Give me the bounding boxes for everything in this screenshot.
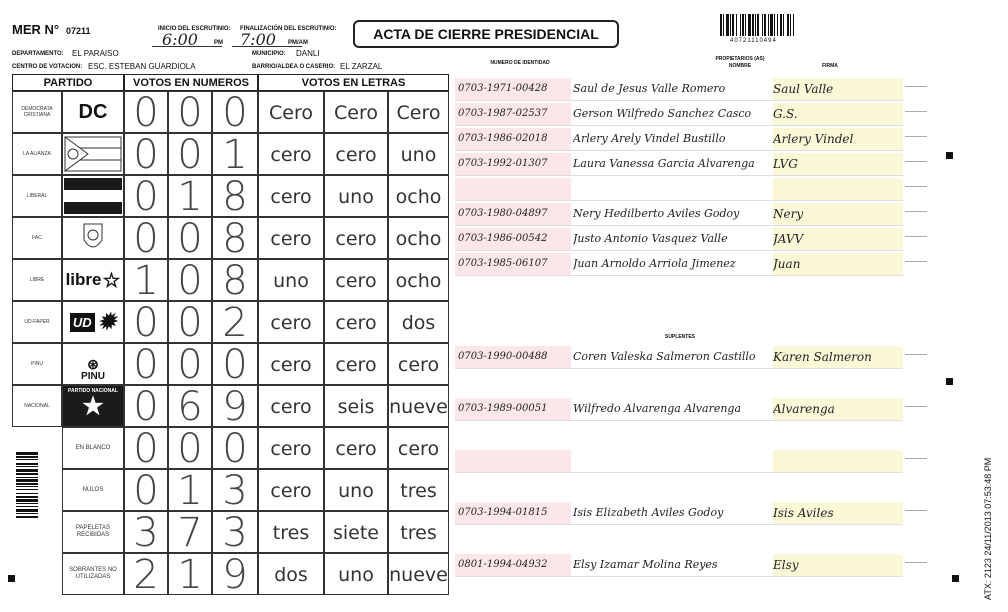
party-name: LIBRE — [12, 259, 62, 301]
roster-tag — [905, 86, 927, 87]
fac-shield-icon — [64, 220, 122, 256]
roster-line — [455, 225, 903, 226]
vote-digit: 8 — [212, 259, 258, 301]
roster-tag — [905, 510, 927, 511]
vote-word: cero — [258, 301, 324, 343]
member-id: 0703-1990-00488 — [455, 346, 571, 368]
roster-head-name: NOMBRE — [728, 63, 752, 69]
vote-digit: 0 — [168, 91, 212, 133]
total-row — [12, 426, 449, 472]
roster-line — [455, 472, 903, 473]
vote-word: uno — [324, 553, 388, 595]
vote-word: seis — [324, 385, 388, 427]
roster-row — [455, 450, 903, 472]
vote-word: cero — [258, 133, 324, 175]
vote-digit: 2 — [124, 553, 168, 595]
roster-row — [455, 228, 903, 250]
party-row — [12, 132, 449, 178]
party-name: UD-FAPER — [12, 301, 62, 343]
vote-digit: 7 — [168, 511, 212, 553]
total-row — [12, 510, 449, 556]
member-name: Wilfredo Alvarenga Alvarenga — [573, 402, 742, 415]
vote-digit: 0 — [168, 301, 212, 343]
vote-digit: 0 — [124, 301, 168, 343]
member-id: 0801-1994-04932 — [455, 554, 571, 576]
star-icon: ☆ — [102, 269, 121, 292]
total-label: NULOS — [62, 469, 124, 511]
vote-digit: 3 — [212, 511, 258, 553]
member-name: Arlery Arely Vindel Bustillo — [573, 132, 726, 145]
vote-word: cero — [324, 133, 388, 175]
party-name: NACIONAL — [12, 385, 62, 427]
vote-digit: 9 — [212, 553, 258, 595]
opening-time: 6:00 — [162, 30, 198, 49]
vote-digit: 8 — [212, 217, 258, 259]
vote-digit: 1 — [124, 259, 168, 301]
member-signature: Saul Valle — [773, 78, 903, 100]
roster-tag — [905, 111, 927, 112]
member-id — [455, 178, 571, 200]
party-logo — [62, 385, 124, 427]
mer-label: MER N° — [12, 22, 60, 37]
roster-row — [455, 203, 903, 225]
party-logo — [62, 259, 124, 301]
vote-digit: 1 — [168, 553, 212, 595]
liberal-flag-icon — [64, 178, 122, 214]
roster-line — [455, 368, 903, 369]
municipality-label: MUNICIPIO: — [252, 51, 286, 57]
member-id: 0703-1971-00428 — [455, 78, 571, 100]
roster-tag — [905, 406, 927, 407]
substitutes-label: SUPLENTES — [664, 334, 695, 340]
vote-digit: 0 — [124, 343, 168, 385]
side-barcode — [16, 452, 38, 582]
closing-label: FINALIZACIÓN DEL ESCRUTINIO: — [240, 26, 337, 32]
party-name: LIBERAL — [12, 175, 62, 217]
roster-line — [455, 125, 903, 126]
member-id — [455, 450, 571, 472]
opening-label: INICIO DEL ESCRUTINIO: — [158, 26, 231, 32]
roster-row — [455, 253, 903, 275]
vote-digit: 3 — [212, 469, 258, 511]
roster-row — [455, 78, 903, 100]
department-value: EL PARAISO — [72, 49, 119, 58]
roster-row — [455, 178, 903, 200]
roster-tag — [905, 211, 927, 212]
municipality-value: DANLI — [296, 49, 320, 58]
vote-word: uno — [258, 259, 324, 301]
party-row — [12, 384, 449, 430]
member-name: Isis Elizabeth Aviles Godoy — [573, 506, 724, 519]
roster-line — [455, 200, 903, 201]
vote-word: tres — [388, 511, 449, 553]
member-name: Juan Arnoldo Arriola Jimenez — [573, 257, 736, 270]
village-label: BARRIO/ALDEA O CASERIO: — [252, 64, 336, 70]
vote-table — [12, 74, 449, 602]
member-id: 0703-1985-06107 — [455, 253, 571, 275]
vote-word: cero — [324, 427, 388, 469]
vote-word: Cero — [388, 91, 449, 133]
party-logo — [62, 301, 124, 343]
department-label: DEPARTAMENTO: — [12, 51, 64, 57]
vote-word: cero — [258, 427, 324, 469]
member-name — [573, 178, 773, 200]
party-logo — [62, 91, 124, 133]
roster-line — [455, 150, 903, 151]
vote-word: dos — [258, 553, 324, 595]
party-row — [12, 258, 449, 304]
star-icon: ★ — [82, 393, 104, 420]
member-id: 0703-1989-00051 — [455, 398, 571, 420]
opening-underline — [152, 46, 222, 47]
member-name: Justo Antonio Vasquez Valle — [573, 232, 728, 245]
roster-line — [455, 576, 903, 577]
member-id: 0703-1992-01307 — [455, 153, 571, 175]
barcode — [720, 14, 810, 36]
vote-digit: 0 — [124, 427, 168, 469]
vote-digit: 1 — [212, 133, 258, 175]
member-signature — [773, 178, 903, 200]
member-id: 0703-1994-01815 — [455, 502, 571, 524]
village-value: EL ZARZAL — [340, 62, 383, 71]
barcode-text: 40721110494 — [730, 38, 777, 44]
barcode-svg — [720, 14, 810, 36]
total-label: PAPELETAS RECIBIDAS — [62, 511, 124, 553]
member-name: Nery Hedilberto Aviles Godoy — [573, 207, 740, 220]
vote-word: cero — [324, 343, 388, 385]
vote-word: ocho — [388, 259, 449, 301]
member-signature: Juan — [773, 253, 903, 275]
roster-tag — [905, 458, 927, 459]
registration-mark — [946, 152, 953, 159]
member-signature: Arlery Vindel — [773, 128, 903, 150]
vote-digit: 0 — [124, 91, 168, 133]
party-name: DEMOCRATA CRISTIANA — [12, 91, 62, 133]
roster-line — [455, 100, 903, 101]
roster-head-owners: PROPIETARIOS (AS) — [715, 56, 765, 62]
party-logo — [62, 343, 124, 385]
vote-word: tres — [258, 511, 324, 553]
vote-digit: 3 — [124, 511, 168, 553]
member-name: Saul de Jesus Valle Romero — [573, 82, 726, 95]
party-logo-text: DC — [78, 100, 108, 123]
party-row — [12, 342, 449, 388]
vote-digit: 0 — [168, 427, 212, 469]
party-logo — [62, 175, 124, 217]
roster-tag — [905, 161, 927, 162]
vote-word: cero — [258, 217, 324, 259]
roster-head-id: NUMERO DE IDENTIDAD — [490, 60, 550, 66]
vote-word: uno — [324, 175, 388, 217]
vote-digit: 1 — [168, 469, 212, 511]
nacional-logo-text: PARTIDO NACIONAL — [68, 388, 118, 394]
ud-logo-text: UD — [70, 313, 95, 332]
member-signature: Nery — [773, 203, 903, 225]
roster-line — [455, 175, 903, 176]
roster-row — [455, 128, 903, 150]
roster-row — [455, 398, 903, 420]
vote-word: cero — [258, 343, 324, 385]
roster-tag — [905, 186, 927, 187]
roster-line — [455, 250, 903, 251]
roster-tag — [905, 261, 927, 262]
vote-digit: 0 — [212, 427, 258, 469]
vote-digit: 0 — [212, 91, 258, 133]
member-id: 0703-1987-02537 — [455, 103, 571, 125]
vote-word: cero — [388, 427, 449, 469]
sun-icon: ✹ — [97, 309, 117, 334]
vote-digit: 0 — [212, 343, 258, 385]
vote-word: nueve — [388, 385, 449, 427]
party-logo — [62, 133, 124, 175]
vote-word: uno — [324, 469, 388, 511]
member-signature: Isis Aviles — [773, 502, 903, 524]
document-title: ACTA DE CIERRE PRESIDENCIAL — [353, 20, 619, 48]
alianza-flag-icon — [64, 136, 122, 172]
closing-suffix: PM/AM — [288, 40, 308, 46]
roster-row — [455, 554, 903, 576]
member-name — [573, 450, 773, 472]
closing-time: 7:00 — [240, 30, 276, 49]
total-row — [12, 468, 449, 514]
party-row — [12, 216, 449, 262]
vote-word: siete — [324, 511, 388, 553]
roster-row — [455, 153, 903, 175]
roster-line — [455, 524, 903, 525]
head-party: PARTIDO — [12, 74, 124, 91]
vote-word: cero — [258, 469, 324, 511]
roster-tag — [905, 354, 927, 355]
vote-word: cero — [258, 175, 324, 217]
member-name: Gerson Wilfredo Sanchez Casco — [573, 107, 752, 120]
party-logo — [62, 217, 124, 259]
vote-word: ocho — [388, 175, 449, 217]
closing-underline — [232, 46, 302, 47]
party-row — [12, 174, 449, 220]
vote-digit: 0 — [168, 259, 212, 301]
member-id: 0703-1986-02018 — [455, 128, 571, 150]
libre-logo-text: libre — [65, 270, 102, 289]
member-id: 0703-1980-04897 — [455, 203, 571, 225]
total-label: SOBRANTES NO UTILIZADAS — [62, 553, 124, 595]
party-name: FAC — [12, 217, 62, 259]
vote-digit: 2 — [212, 301, 258, 343]
vote-digit: 0 — [168, 133, 212, 175]
roster-row — [455, 502, 903, 524]
vote-word: Cero — [258, 91, 324, 133]
vote-word: ocho — [388, 217, 449, 259]
roster-row — [455, 103, 903, 125]
pinu-logo-text: PINU — [81, 371, 105, 382]
roster-row — [455, 346, 903, 368]
member-name: Coren Valeska Salmeron Castillo — [573, 350, 756, 363]
registration-mark — [952, 575, 959, 582]
total-label: EN BLANCO — [62, 427, 124, 469]
roster-head-sign: FIRMA — [822, 63, 838, 69]
head-numbers: VOTOS EN NUMEROS — [124, 74, 258, 91]
vote-digit: 0 — [124, 217, 168, 259]
member-signature: Karen Salmeron — [773, 346, 903, 368]
member-signature: G.S. — [773, 103, 903, 125]
member-name: Laura Vanessa Garcia Alvarenga — [573, 157, 755, 170]
registration-mark — [946, 378, 953, 385]
member-signature: LVG — [773, 153, 903, 175]
roster-tag — [905, 562, 927, 563]
roster-tag — [905, 236, 927, 237]
head-letters: VOTOS EN LETRAS — [258, 74, 449, 91]
member-signature: Elsy — [773, 554, 903, 576]
vote-word: cero — [388, 343, 449, 385]
vote-digit: 1 — [168, 175, 212, 217]
vote-word: tres — [388, 469, 449, 511]
pinu-emblem-icon: ⊛ — [87, 356, 99, 372]
opening-suffix: PM — [214, 40, 223, 46]
mer-number: 07211 — [66, 26, 91, 36]
roster-tag — [905, 136, 927, 137]
vote-word: uno — [388, 133, 449, 175]
vote-word: cero — [324, 301, 388, 343]
member-signature: Alvarenga — [773, 398, 903, 420]
party-row — [12, 90, 449, 136]
vote-digit: 0 — [168, 343, 212, 385]
vote-word: dos — [388, 301, 449, 343]
party-name: PINU — [12, 343, 62, 385]
vote-digit: 8 — [212, 175, 258, 217]
member-signature — [773, 450, 903, 472]
timestamp-stamp: ATX: 2123 24/11/2013 07:53:48 PM — [983, 457, 993, 600]
vote-digit: 0 — [124, 133, 168, 175]
center-value: ESC. ESTEBAN GUARDIOLA — [88, 62, 196, 71]
party-row — [12, 300, 449, 346]
roster-line — [455, 420, 903, 421]
side-barcode-svg — [16, 452, 38, 582]
vote-word: cero — [324, 259, 388, 301]
vote-digit: 0 — [124, 469, 168, 511]
vote-digit: 0 — [124, 385, 168, 427]
vote-word: cero — [258, 385, 324, 427]
vote-digit: 9 — [212, 385, 258, 427]
vote-word: Cero — [324, 91, 388, 133]
roster-line — [455, 275, 903, 276]
vote-digit: 0 — [124, 175, 168, 217]
member-id: 0703-1986-00542 — [455, 228, 571, 250]
member-signature: JAVV — [773, 228, 903, 250]
center-label: CENTRO DE VOTACION: — [12, 64, 83, 70]
party-name: LA ALIANZA — [12, 133, 62, 175]
member-name: Elsy Izamar Molina Reyes — [573, 558, 718, 571]
vote-digit: 0 — [168, 217, 212, 259]
vote-word: cero — [324, 217, 388, 259]
total-row — [12, 552, 449, 598]
vote-digit: 6 — [168, 385, 212, 427]
vote-word: nueve — [388, 553, 449, 595]
